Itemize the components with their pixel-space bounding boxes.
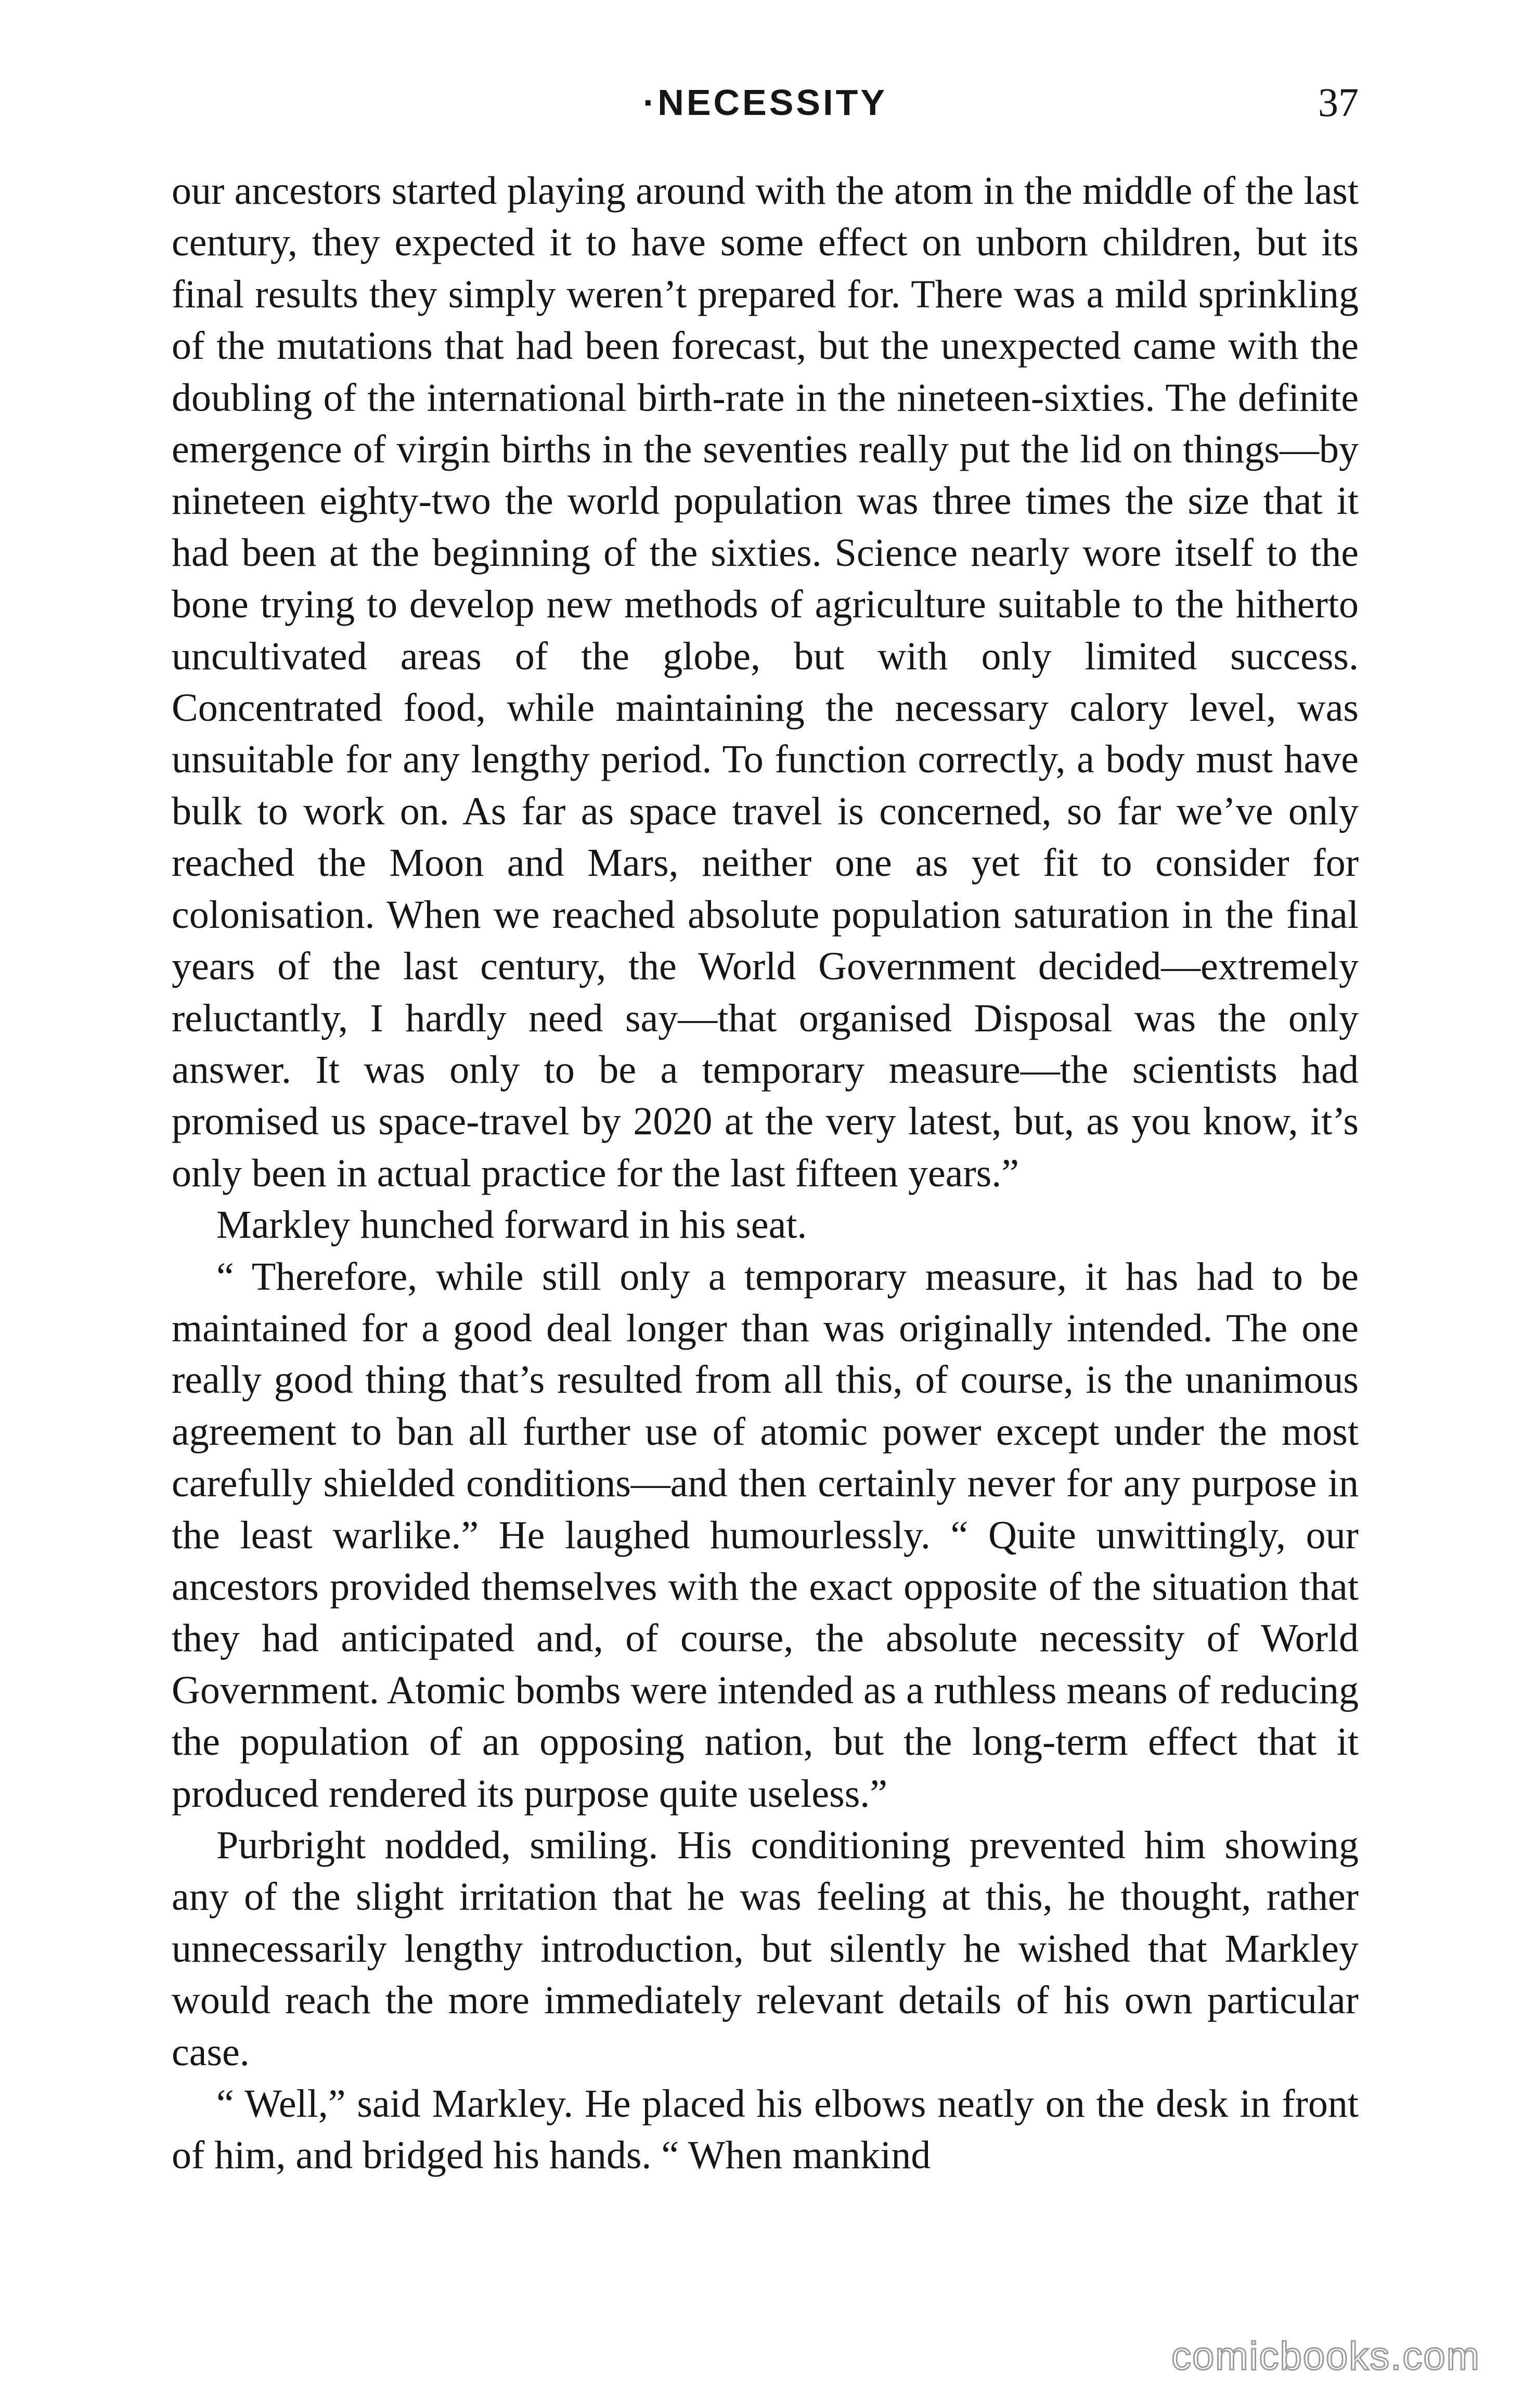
paragraph-markley-hunched: Markley hunched forward in his seat. bbox=[216, 1203, 807, 1247]
running-title: ·NECESSITY bbox=[642, 82, 888, 123]
body-text bbox=[172, 165, 1359, 2313]
page-number: 37 bbox=[1318, 80, 1359, 125]
watermark: comicbooks.com bbox=[1171, 2334, 1480, 2378]
running-head bbox=[172, 74, 1359, 131]
paragraph-temporary-measure: “ Therefore, while still only a temporary measure, it has had to be maintained for a good deal longer than was originally intended. The one really good thing that’s resulted from all this, of course, is the unanimous agreement to ban all further use of atomic power except under the most carefully shielded conditions—and then certainly never for any purpose in the least warlike.” He laughed humourlessly. “ Quite unwittingly, our ancestors provided themselves with the exact opposite of the situation that they had anticipated and, of course, the absolute necessity of World Government. Atomic bombs were intended as a ruthless means of reducing the population of an opposing nation, but the long-term effect that it produced rendered its purpose quite useless.” bbox=[172, 1254, 1359, 1816]
paragraph-when-mankind: “ Well,” said Markley. He placed his elbows neatly on the desk in front of him, and bridged his hands. “ When mankind bbox=[172, 2082, 1359, 2178]
paragraph-continued: our ancestors started playing around with the atom in the middle of the last century, they expected it to have some effect on unborn children, but its final results they simply weren’t prepared for. There was a mild sprinkling of the mutations that had been forecast, but the unexpected came with the doubling of the international birth-rate in the nineteen-sixties. The definite emergence of virgin births in the seventies really put the lid on things—by nineteen eighty-two the world population was three times the size that it had been at the beginning of the sixties. Science nearly wore itself to the bone trying to develop new methods of agriculture suitable to the hitherto uncultivated areas of the globe, but with only limited success. Concentrated food, while maintaining the necessary calory level, was unsuitable for any lengthy period. To function correctly, a body must have bulk to work on. As far as space travel is concerned, so far we’ve only reached the Moon and Mars, neither one as yet fit to consider for colonisation. When we reached absolute population saturation in the final years of the last century, the World Government decided—extremely reluctantly, I hardly need say—that organised Disposal was the only answer. It was only to be a temporary measure—the scientists had promised us space-travel by 2020 at the very latest, but, as you know, it’s only been in actual practice for the last fifteen years.” bbox=[172, 169, 1359, 1195]
paragraph-purbright-nodded: Purbright nodded, smiling. His conditioning prevented him showing any of the slight irritation that he was feeling at this, he thought, rather unnecessarily lengthy introduction, but silently he wished that Markley would reach the more immediately relevant details of his own particular case. bbox=[172, 1823, 1359, 2074]
